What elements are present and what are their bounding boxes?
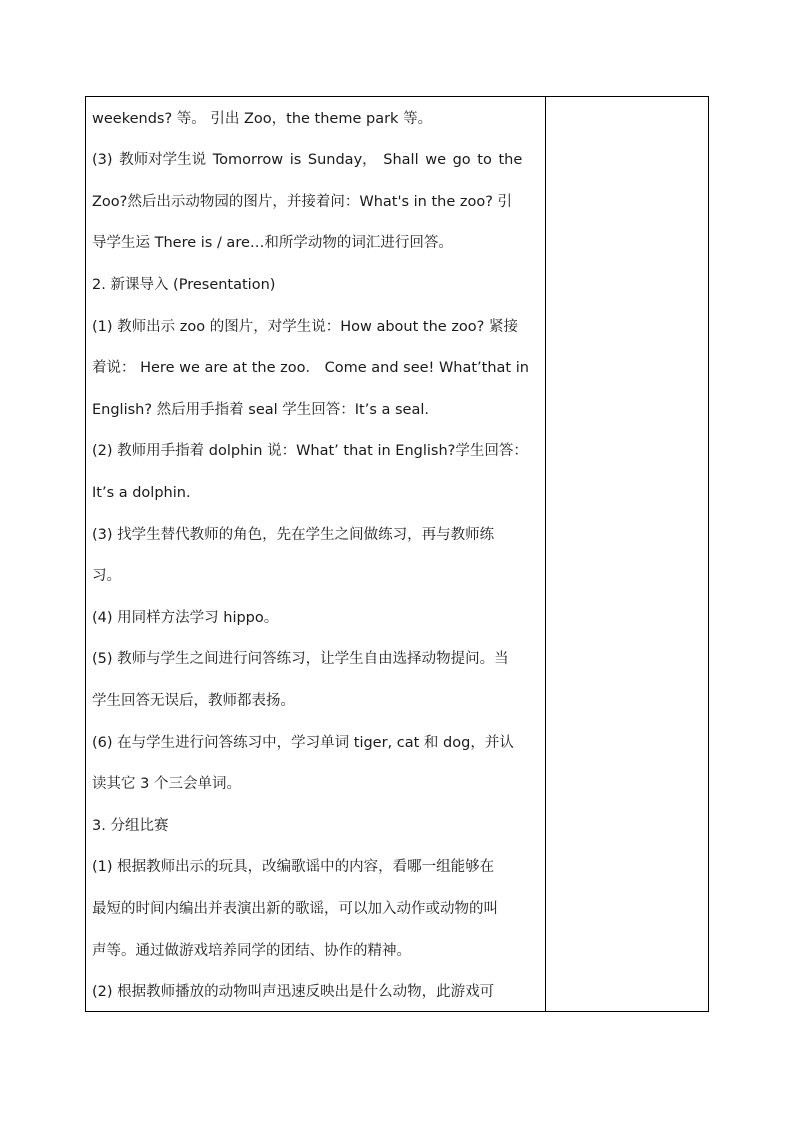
text-line: English? 然后用手指着 seal 学生回答：It’s a seal. [92, 402, 429, 418]
text-line: (3) 找学生替代教师的角色，先在学生之间做练习，再与教师练 [92, 527, 495, 543]
text-line: 导学生运 There is / are…和所学动物的词汇进行回答。 [92, 235, 453, 251]
text-line: (4) 用同样方法学习 hippo。 [92, 610, 279, 626]
text-line: (1) 教师出示 zoo 的图片，对学生说：How about the zoo? 紧接 [92, 319, 518, 335]
text-line: 最短的时间内编出并表演出新的歌谣，可以加入动作或动物的叫 [92, 901, 498, 917]
text-line: (6) 在与学生进行问答练习中，学习单词 tiger, cat 和 dog，并认 [92, 735, 514, 751]
text-line: Zoo?然后出示动物园的图片，并接着问：What's in the zoo? 引 [92, 194, 513, 210]
text-line: It’s a dolphin. [92, 485, 191, 501]
lesson-plan-table [85, 96, 709, 1012]
text-line: weekends? 等。 引出 Zoo，the theme park 等。 [92, 111, 433, 127]
text-line: 习。 [92, 568, 121, 584]
text-line: 学生回答无误后，教师都表扬。 [92, 693, 295, 709]
text-line: 声等。通过做游戏培养同学的团结、协作的精神。 [92, 943, 411, 959]
section-heading: 3. 分组比赛 [92, 818, 169, 834]
text-line: (1) 根据教师出示的玩具，改编歌谣中的内容，看哪一组能够在 [92, 859, 495, 875]
text-line: 着说： Here we are at the zoo． Come and see! What’that in [92, 360, 529, 376]
text-line: (3) 教师对学生说 Tomorrow is Sunday， Shall we go to the [92, 152, 523, 168]
text-line: (2) 教师用手指着 dolphin 说：What’ that in English?学生回答： [92, 443, 528, 459]
section-heading: 2. 新课导入 (Presentation) [92, 277, 276, 293]
column-divider [545, 97, 546, 1011]
text-line: (5) 教师与学生之间进行问答练习，让学生自由选择动物提问。当 [92, 651, 509, 667]
text-line: 读其它 3 个三会单词。 [92, 776, 241, 792]
text-line: (2) 根据教师播放的动物叫声迅速反映出是什么动物，此游戏可 [92, 984, 495, 1000]
